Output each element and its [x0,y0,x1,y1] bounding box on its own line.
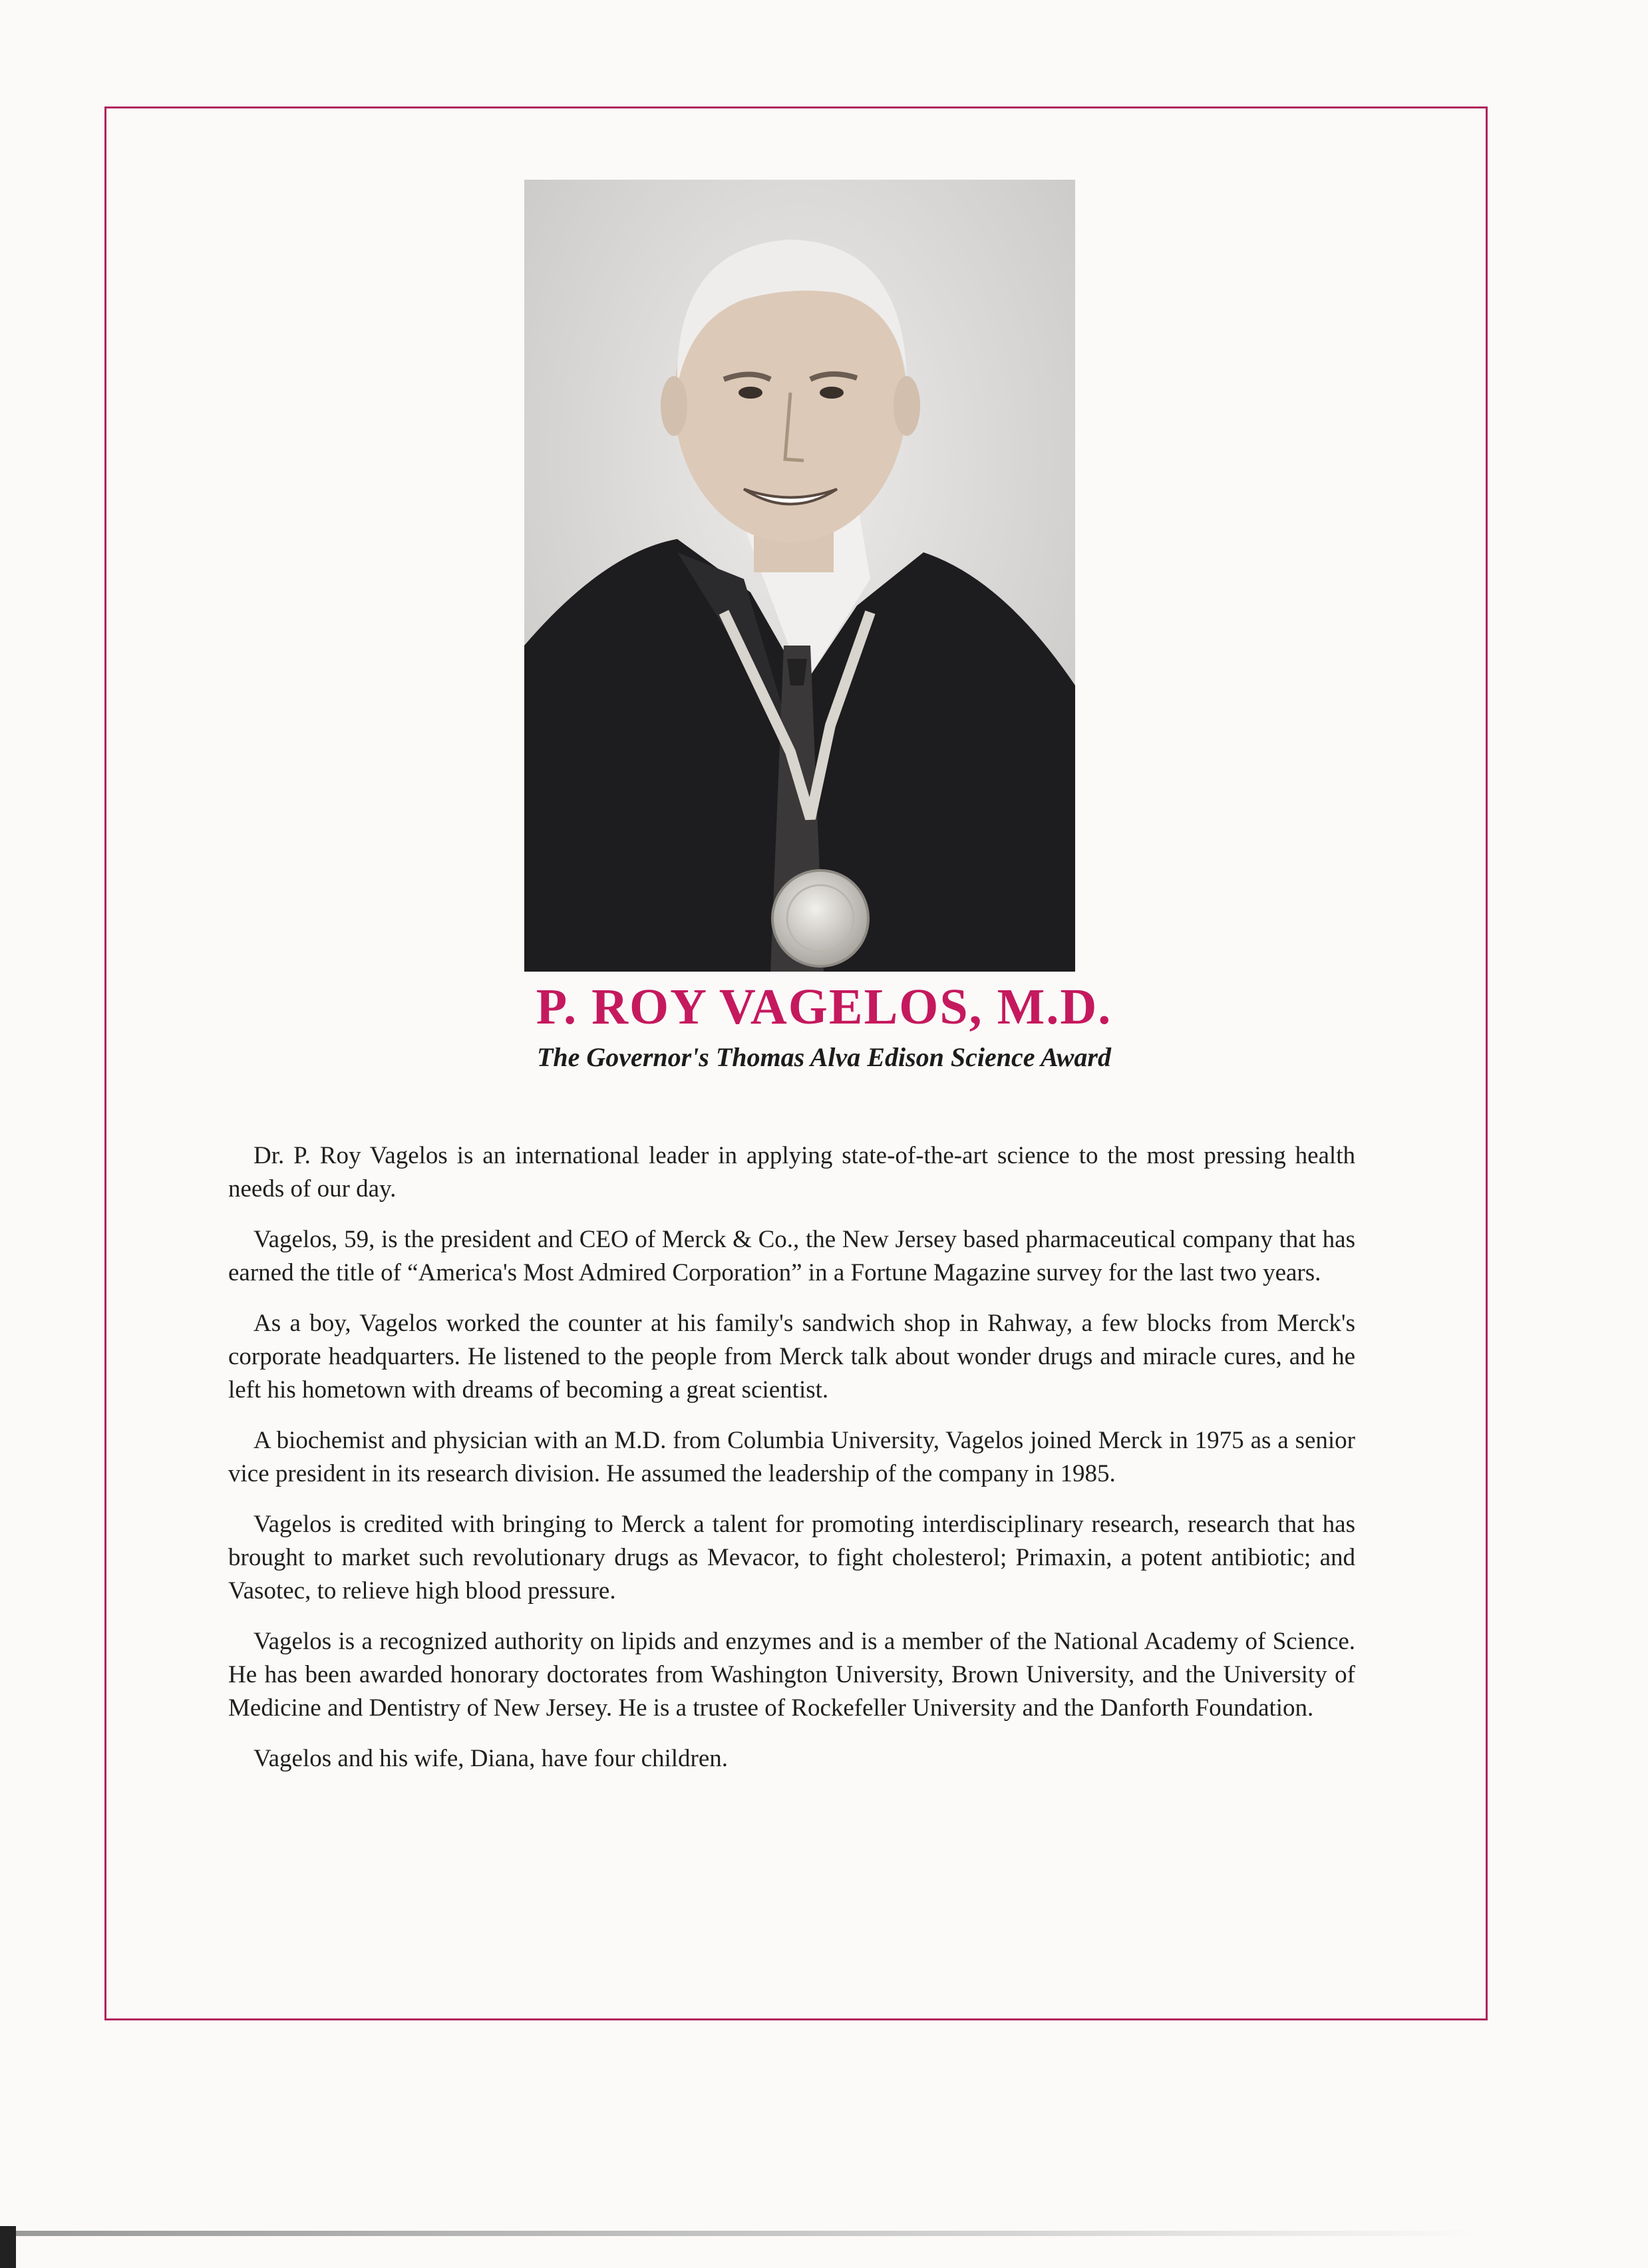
portrait-illustration [524,180,1075,972]
biography-text [228,1139,1355,1793]
award-title: The Governor's Thomas Alva Edison Science Award [536,1042,1111,1072]
page-edge-shadow [16,2231,1480,2236]
biography-paragraph: A biochemist and physician with an M.D. from Columbia University, Vagelos joined Merck in 1975 as a senior vice president in its research division. He assumed the leadership of the company in 1985. [228,1427,1355,1487]
biography-paragraph: Vagelos is credited with bringing to Merck a talent for promoting interdisciplinary research, research that has brought to market such revolutionary drugs as Mevacor, to fight cholesterol; Primaxin, a potent antibiotic; and Vasotec, to relieve high blood pressure. [228,1511,1355,1605]
binding-edge [0,2226,16,2268]
biography-paragraph: As a boy, Vagelos worked the counter at his family's sandwich shop in Rahway, a few blocks from Merck's corporate headquarters. He listened to the people from Merck talk about wonder drugs and miracle cures, and he left his hometown with dreams of becoming a great scientist. [228,1310,1355,1404]
biography-paragraph: Dr. P. Roy Vagelos is an international leader in applying state-of-the-art science to the most pressing health needs of our day. [228,1142,1355,1203]
portrait-photo [524,180,1075,972]
honoree-name: P. ROY VAGELOS, M.D. [536,979,1112,1035]
biography-paragraph: Vagelos, 59, is the president and CEO of Merck & Co., the New Jersey based pharmaceutical company that has earned the title of “America's Most Admired Corporation” in a Fortune Magazine survey for the last two years. [228,1226,1355,1286]
biography-paragraph: Vagelos is a recognized authority on lipids and enzymes and is a member of the National Academy of Science. He has been awarded honorary doctorates from Washington University, Brown University, and the University of Medicine and Dentistry of New Jersey. He is a trustee of Rockefeller University and the Danforth Foundation. [228,1628,1355,1722]
biography-paragraph: Vagelos and his wife, Diana, have four children. [253,1745,729,1772]
